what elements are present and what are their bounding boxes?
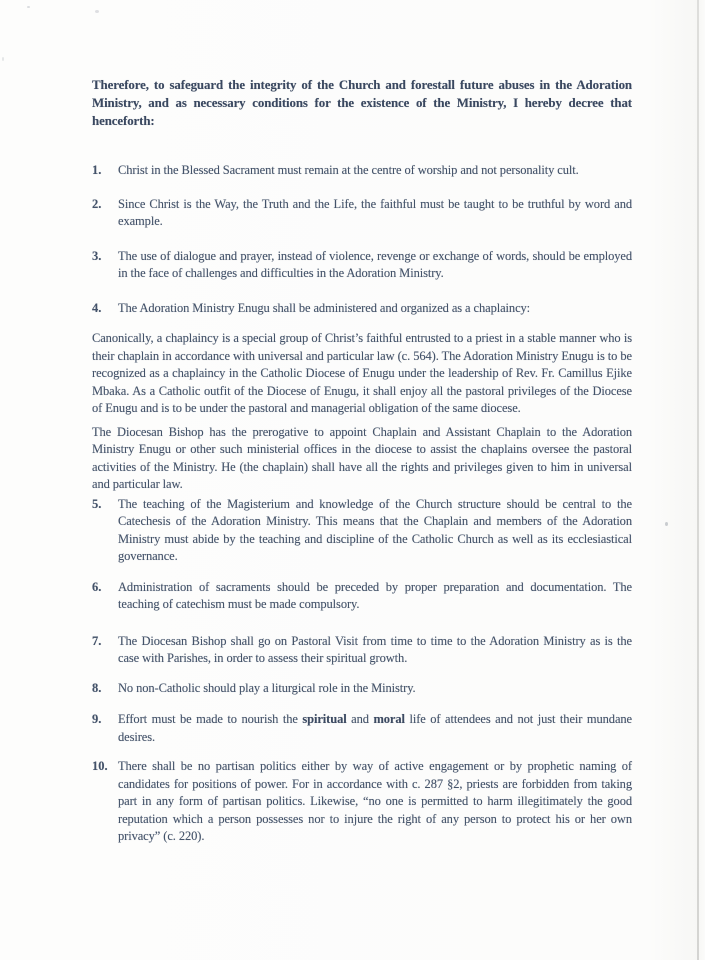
decree-body [92,76,632,846]
item-number: 1. [92,163,102,177]
chaplaincy-paragraph: Canonically, a chaplaincy is a special group of Christ’s faithful entrusted to a priest in a stable manner who is their chaplain in accordance with universal and particular law (c. 564). The Adoration Ministry Enugu is to be recognized as a chaplaincy in the Catholic Diocese of Enugu under the leadership of Rev. Fr. Camillus Ejike Mbaka. As a Catholic outfit of the Diocese of Enugu, it shall enjoy all the pastoral privileges of the Diocese of Enugu and is to be under the pastoral and managerial obligation of the same diocese. [92,331,632,415]
decree-item-9 [92,711,632,746]
item-text: Since Christ is the Way, the Truth and the Life, the faithful must be taught to be truthful by word and example. [118,196,632,228]
item-number: 10. [92,759,108,773]
item-number: 4. [92,300,102,315]
decree-item-2 [92,196,632,231]
scan-speck [665,522,668,526]
decree-item-3 [92,248,632,283]
item-number: 9. [92,712,102,726]
decree-item-5 [92,496,632,566]
item-text-run: life of attendees and not just their mundane desires. [118,712,632,744]
page-edge-shadow [697,0,699,960]
item-text: Christ in the Blessed Sacrament must remain at the centre of worship and not personality cult. [118,163,579,177]
item-text: No non-Catholic should play a liturgical role in the Ministry. [118,680,416,695]
decree-item-8 [92,680,632,698]
decree-item-4 [92,300,632,318]
item-number: 6. [92,579,102,594]
item-number: 3. [92,248,102,263]
item-number: 2. [92,196,102,211]
diocesan-bishop-paragraph: The Diocesan Bishop has the prerogative to appoint Chaplain and Assistant Chaplain to the Adoration Ministry Enugu or other such ministerial offices in the diocese to assist the chaplains oversee the pastoral activities of the Ministry. He (the chaplain) shall have all the rights and privileges given to him in universal and particular law. [92,424,632,491]
decree-item-7 [92,633,632,668]
item-number: 8. [92,680,102,695]
item-text: The Diocesan Bishop shall go on Pastoral Visit from time to time to the Adoration Ministry as is the case with Parishes, in order to assess their spiritual growth. [118,633,632,665]
item-text-bold: moral [373,712,405,726]
item-text: There shall be no partisan politics either by way of active engagement or by prophetic naming of candidates for positions of power. For in accordance with c. 287 §2, priests are forbidden from taking part in any form of partisan politics. Likewise, “no one is permitted to harm illegitimately the good reputation which a person possesses nor to injure the right of any person to protect his or her own privacy” (c. 220). [118,759,632,843]
scan-speck [95,10,99,13]
item-text: The Adoration Ministry Enugu shall be administered and organized as a chaplaincy: [118,300,531,315]
scan-speck [27,6,30,8]
item-text: The teaching of the Magisterium and knowledge of the Church structure should be central to the Catechesis of the Adoration Ministry. This means that the Chaplain and members of the Adoration Ministry must abide by the teaching and discipline of the Catholic Church as well as its ecclesiastical governance. [118,496,632,563]
item-text: The use of dialogue and prayer, instead of violence, revenge or exchange of words, should be employed in the face of challenges and difficulties in the Adoration Ministry. [118,248,632,280]
item-text-run: Effort must be made to nourish the [118,712,303,726]
decree-item-10 [92,758,632,846]
item-text: Administration of sacraments should be preceded by proper preparation and documentation. The teaching of catechism must be made compulsory. [118,579,632,611]
scan-speck [2,57,4,61]
decree-intro: Therefore, to safeguard the integrity of the Church and forestall future abuses in the Adoration Ministry, and as necessary conditions for the existence of the Ministry, I hereby decree that henceforth: [92,78,632,128]
item-number: 5. [92,496,102,511]
decree-item-6 [92,579,632,614]
decree-item-1 [92,162,632,180]
item-number: 7. [92,633,102,648]
item-text-run: and [346,712,374,726]
item-text-bold: spiritual [302,712,347,726]
item-text [118,711,632,746]
